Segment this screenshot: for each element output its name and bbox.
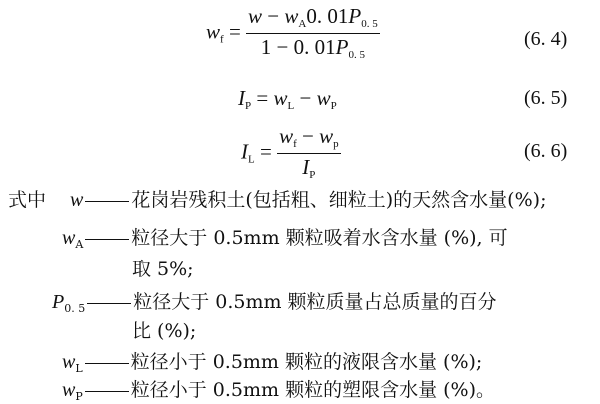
eq3-equals: =	[259, 139, 278, 164]
eq1-lhs-sub: f	[220, 33, 224, 46]
equation-6-4	[206, 6, 380, 61]
equation-number-6-5: (6. 5)	[524, 87, 568, 109]
eq1-denominator: 1 − 0. $01P_{0. 5}$	[260, 35, 365, 61]
equation-number-6-4: (6. 4)	[524, 28, 568, 50]
definition-p05-cont: 比 (%);	[132, 320, 197, 342]
definition-wl: $w_L$ 粒径小于 0.5mm 颗粒的液限含水量 (%);	[62, 351, 483, 375]
definition-p05: $P_{0. 5}$ 粒径大于 0.5mm 颗粒质量占总质量的百分	[52, 291, 497, 315]
definition-wa-cont: 取 5%;	[132, 258, 194, 280]
definition-dash	[85, 201, 129, 202]
definition-w: 式中 w 花岗岩残积土(包括粗、细粒土)的天然含水量(%);	[8, 189, 547, 211]
equation-6-6	[241, 126, 341, 181]
eq3-denominator: $I_P$	[302, 155, 316, 181]
eq1-lhs: w	[206, 19, 221, 44]
eq2-lhs-sub: P	[245, 100, 252, 112]
equation-6-5: $I_P = w_L - w_P$	[238, 86, 337, 112]
equation-number-6-6: (6. 6)	[524, 140, 568, 162]
definitions-lead: 式中	[8, 189, 47, 211]
eq1-fraction	[246, 6, 380, 61]
eq3-numerator: $w_f - w_p$	[277, 126, 341, 154]
definition-wa: $w_A$ 粒径大于 0.5mm 颗粒吸着水含水量 (%), 可	[62, 227, 508, 251]
eq2-equals: =	[256, 86, 274, 110]
eq3-lhs: I	[241, 139, 248, 164]
eq1-equals: =	[228, 19, 247, 44]
eq3-fraction	[277, 126, 341, 181]
definition-wp: $w_P$ 粒径小于 0.5mm 颗粒的塑限含水量 (%)。	[62, 379, 495, 403]
eq2-lhs: I	[238, 86, 245, 110]
eq1-numerator: $w - w_A0$. $01P_{0. 5}$	[246, 6, 380, 34]
eq3-lhs-sub: L	[248, 153, 255, 166]
